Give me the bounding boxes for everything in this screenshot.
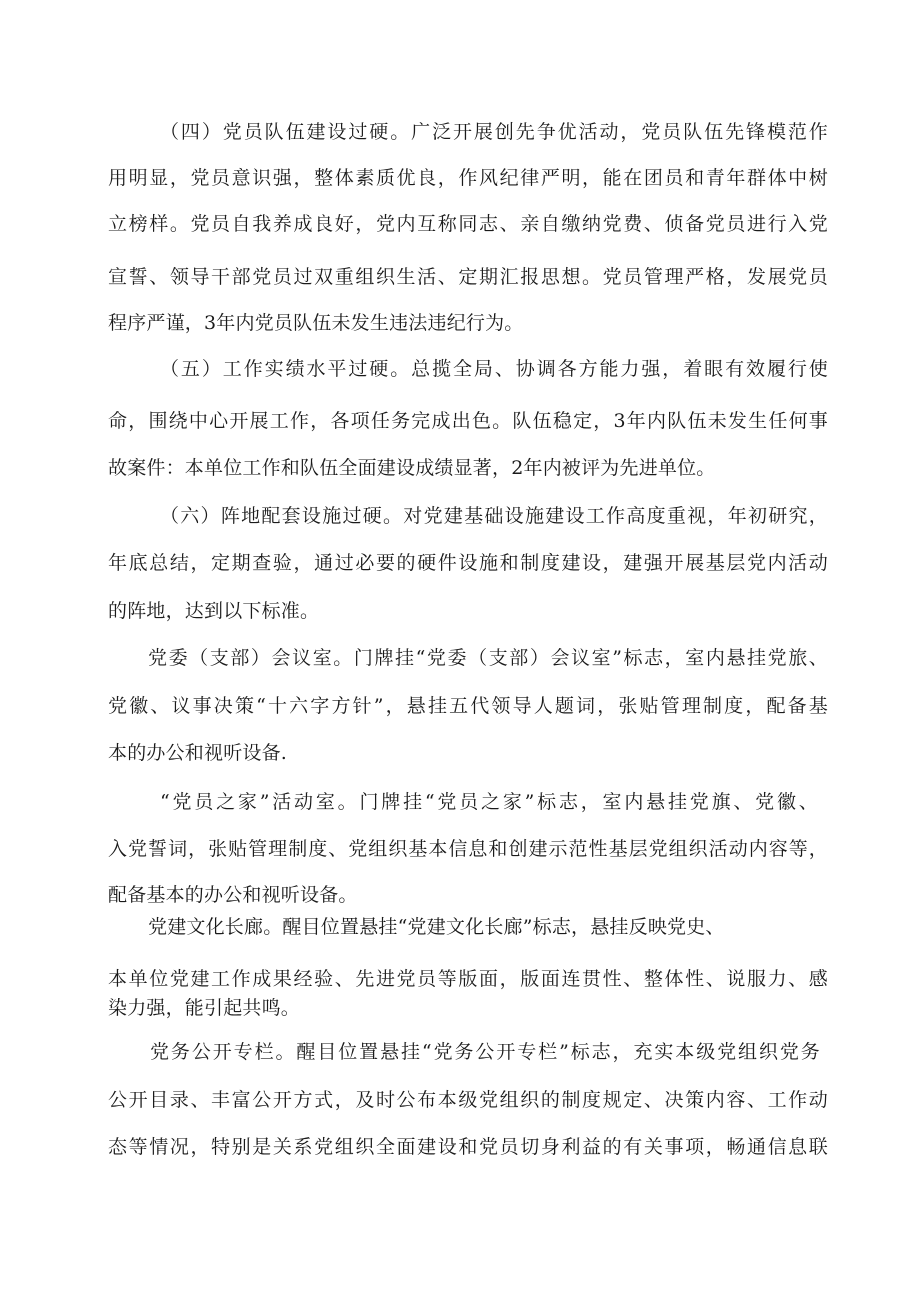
text-line: 立榜样。党员自我养成良好，党内互称同志、亲自缴纳党费、侦备党员进行入党 <box>108 213 828 235</box>
text-line: 党务公开专栏。醒目位置悬挂“党务公开专栏”标志，充实本级党组织党务 <box>150 1041 820 1063</box>
text-line: 宣誓、领导干部党员过双重组织生活、定期汇报思想。党员管理严格，发展党员 <box>108 266 828 288</box>
text-line: 的阵地，达到以下标准。 <box>108 600 320 622</box>
text-line: （五）工作实绩水平过硬。总揽全局、协调各方能力强，着眼有效履行使 <box>160 358 828 380</box>
text-line: 本单位党建工作成果经验、先进党员等版面，版面连贯性、整体性、说服力、感 <box>108 968 828 990</box>
text-line: 年底总结，定期查验，通过必要的硬件设施和制度建设，建强开展基层党内活动 <box>108 552 828 574</box>
text-line: 入党誓词，张贴管理制度、党组织基本信息和创建示范性基层党组织活动内容等， <box>108 838 828 860</box>
text-line: 党建文化长廊。醒目位置悬挂“党建文化长廊”标志，悬挂反映党史、 <box>148 916 725 938</box>
text-line: 配备基本的办公和视听设备。 <box>108 884 358 906</box>
text-line: “党员之家”活动室。门牌挂“党员之家”标志，室内悬挂党旗、党徽、 <box>160 791 818 813</box>
text-line: 程序严谨，3年内党员队伍未发生违法违纪行为。 <box>108 312 524 334</box>
text-line: 命，围绕中心开展工作，各项任务完成出色。队伍稳定，3年内队伍未发生任何事 <box>108 410 828 432</box>
text-line: 染力强，能引起共鸣。 <box>108 997 301 1019</box>
text-line: 党徽、议事决策“十六字方针”，悬挂五代领导人题词，张贴管理制度，配备基 <box>108 695 828 717</box>
text-line: 态等情况，特别是关系党组织全面建设和党员切身利益的有关事项，畅通信息联 <box>108 1136 828 1158</box>
text-line: 公开目录、丰富公开方式，及时公布本级党组织的制度规定、决策内容、工作动 <box>108 1089 828 1111</box>
text-line: 党委（支部）会议室。门牌挂“党委（支部）会议室”标志，室内悬挂党旅、 <box>148 647 828 669</box>
text-line: 故案件：本单位工作和队伍全面建设成绩显著，2年内被评为先进单位。 <box>108 457 716 479</box>
text-line: （四）党员队伍建设过硬。广泛开展创先争优活动，党员队伍先锋模范作 <box>160 121 828 143</box>
text-line: （六）阵地配套设施过硬。对党建基础设施建设工作高度重视，年初研究， <box>160 505 828 527</box>
text-line: 用明显，党员意识强，整体素质优良，作风纪律严明，能在团员和青年群体中树 <box>108 167 828 189</box>
text-line: 本的办公和视听设备. <box>108 742 288 764</box>
